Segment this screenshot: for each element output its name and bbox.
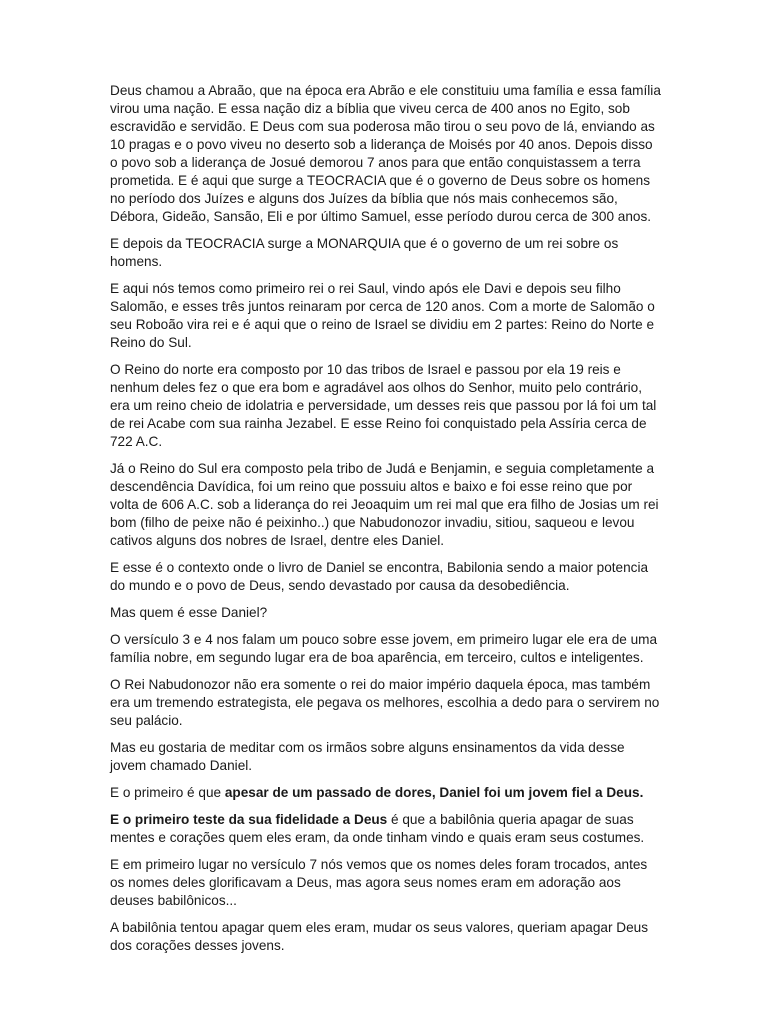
paragraph-nomes-trocados: E em primeiro lugar no versículo 7 nós vemos que os nomes deles foram trocados, antes os nomes deles glorificavam a Deus, mas agora seus nomes eram em adoração aos deuses babilônicos... (110, 857, 648, 908)
paragraph-reino-norte: O Reino do norte era composto por 10 das tribos de Israel e passou por ela 19 reis e nenhum deles fez o que era bom e agradável aos olhos do Senhor, muito pelo contrário, era um reino cheio de idolatria e perversidade, um desses reis que passou por lá foi um tal de rei Acabe com sua rainha Jezabel. E esse Reino foi conquistado pela Assíria cerca de 722 A.C. (110, 362, 657, 449)
paragraph-primeiro-teste (110, 811, 662, 847)
paragraph-meditar: Mas eu gostaria de meditar com os irmãos sobre alguns ensinamentos da vida desse jovem chamado Daniel. (110, 740, 625, 773)
paragraph-pergunta: Mas quem é esse Daniel? (110, 605, 268, 620)
paragraph-contexto: E esse é o contexto onde o livro de Daniel se encontra, Babilonia sendo a maior potencia do mundo e o povo de Deus, sendo devastado por causa da desobediência. (110, 560, 649, 593)
paragraph-bold-text: apesar de um passado de dores, Daniel foi um jovem fiel a Deus. (224, 785, 644, 800)
paragraph-versiculo-3-4: O versículo 3 e 4 nos falam um pouco sobre esse jovem, em primeiro lugar ele era de uma família nobre, em segundo lugar era de boa aparência, em terceiro, cultos e inteligentes. (110, 632, 658, 665)
paragraph-bold-text: E o primeiro teste da sua fidelidade a Deus (110, 812, 388, 827)
paragraph-primeiro-ensinamento (110, 784, 662, 802)
paragraph-abraao: Deus chamou a Abraão, que na época era Abrão e ele constituiu uma família e essa família virou uma nação. E essa nação diz a bíblia que viveu cerca de 400 anos no Egito, sob escravidão e servidão. E Deus com sua poderosa mão tirou o seu povo de lá, enviando as 10 pragas e o povo viveu no deserto sob a liderança de Moisés por 40 anos. Depois disso o povo sob a liderança de Josué demorou 7 anos para que então conquistassem a terra prometida. E é aqui que surge a TEOCRACIA que é o governo de Deus sobre os homens no período dos Juízes e alguns dos Juízes da bíblia que nós mais conhecemos são, Débora, Gideão, Sansão, Eli e por último Samuel, esse período durou cerca de 300 anos. (110, 83, 661, 224)
paragraph-rei-nabudonozor: O Rei Nabudonozor não era somente o rei do maior império daquela época, mas também era um tremendo estrategista, ele pegava os melhores, escolhia a dedo para o servirem no seu palácio. (110, 677, 660, 728)
paragraph-primeiro-rei: E aqui nós temos como primeiro rei o rei Saul, vindo após ele Davi e depois seu filho Salomão, e esses três juntos reinaram por cerca de 120 anos. Com a morte de Salomão o seu Roboão vira rei e é aqui que o reino de Israel se dividiu em 2 partes: Reino do Norte e Reino do Sul. (110, 281, 655, 350)
document-body (110, 82, 662, 964)
paragraph-tail-text: é que a babilônia queria apagar de suas mentes e corações quem eles eram, da onde tinham vindo e quais eram seus costumes. (110, 812, 645, 845)
paragraph-babilonia-apagar: A babilônia tentou apagar quem eles eram, mudar os seus valores, queriam apagar Deus dos corações desses jovens. (110, 920, 649, 953)
paragraph-monarquia: E depois da TEOCRACIA surge a MONARQUIA que é o governo de um rei sobre os homens. (110, 236, 619, 269)
paragraph-reino-sul: Já o Reino do Sul era composto pela tribo de Judá e Benjamin, e seguia completamente a descendência Davídica, foi um reino que possuiu altos e baixo e foi esse reino que por volta de 606 A.C. sob a liderança do rei Jeoaquim um rei mal que era filho de Josias um rei bom (filho de peixe não é peixinho..) que Nabudonozor invadiu, sitiou, saqueou e levou cativos alguns dos nobres de Israel, dentre eles Daniel. (110, 461, 659, 548)
paragraph-lead-text: E o primeiro é que (110, 785, 225, 800)
